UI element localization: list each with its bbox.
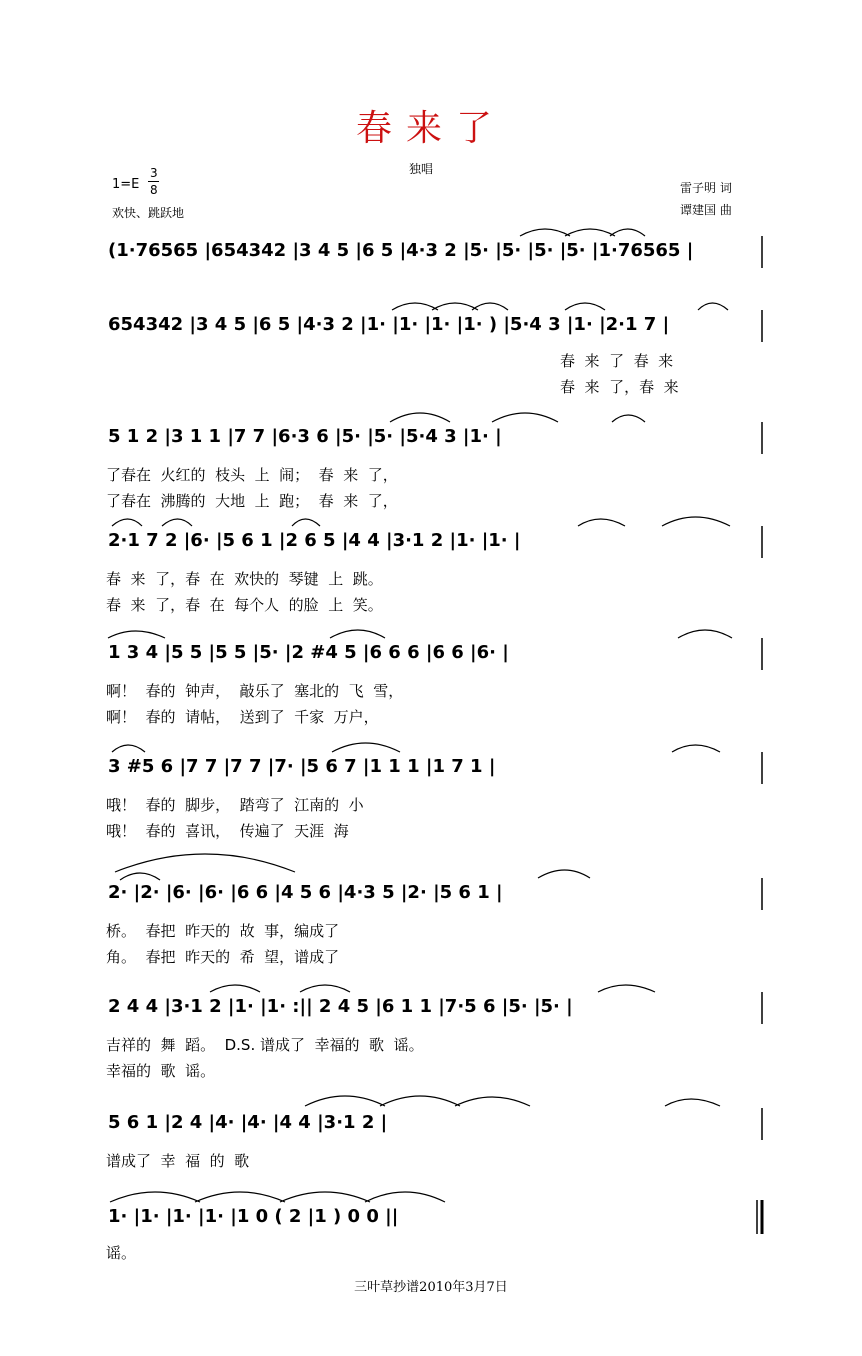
lyric-verse-1: 春 来 了 春 来	[560, 352, 674, 370]
notes: 1 3 4 |5 5 |5 5 |5· |2 #4 5 |6 6 6 |6 6 |6· |	[108, 642, 509, 663]
lyric-verse-2: 啊！ 春的 请帖， 送到了 千家 万户，	[106, 708, 379, 726]
lyric-verse-1: 啊！ 春的 钟声， 敲乐了 塞北的 飞 雪，	[106, 682, 404, 700]
notes: 654342 |3 4 5 |6 5 |4·3 2 |1· |1· |1· |1· ) |5·4 3 |1· |2·1 7 |	[108, 314, 670, 335]
notes: 5 1 2 |3 1 1 |7 7 |6·3 6 |5· |5· |5·4 3 |1· |	[108, 426, 502, 447]
time-signature-numerator: 3	[150, 166, 158, 180]
notes: 2·1 7 2 |6· |5 6 1 |2 6 5 |4 4 |3·1 2 |1· |1· |	[108, 530, 521, 551]
notes: 1· |1· |1· |1· |1 0 ( 2 |1 ) 0 0 ||	[108, 1206, 399, 1227]
composer: 谭建国 曲	[680, 203, 732, 217]
lyric-verse-1: 桥。 春把 昨天的 故 事，编成了	[106, 922, 340, 940]
lyric-verse-2: 哦！ 春的 喜讯， 传遍了 天涯 海	[106, 822, 349, 840]
notes: 3 #5 6 |7 7 |7 7 |7· |5 6 7 |1 1 1 |1 7 1 |	[108, 756, 496, 777]
tempo-marking: 欢快、跳跃地	[112, 206, 185, 220]
notes: 5 6 1 |2 4 |4· |4· |4 4 |3·1 2 |	[108, 1112, 388, 1133]
lyric-verse-2: 春 来 了，春 在 每个人 的脸 上 笑。	[106, 596, 383, 614]
lyric-verse-1: 吉祥的 舞 蹈。 D.S. 谱成了 幸福的 歌 谣。	[106, 1036, 424, 1054]
lyric-verse-1: 谱成了 幸 福 的 歌	[106, 1152, 250, 1170]
footer-credit: 三叶草抄谱2010年3月7日	[354, 1280, 508, 1295]
lyric-verse-2: 幸福的 歌 谣。	[106, 1062, 216, 1080]
key-signature: 1=E	[112, 177, 140, 192]
lyric-verse-1: 谣。	[106, 1244, 137, 1262]
lyric-verse-2: 角。 春把 昨天的 希 望，谱成了	[106, 948, 340, 966]
notes: 2 4 4 |3·1 2 |1· |1· :|| 2 4 5 |6 1 1 |7·5 6 |5· |5· |	[108, 996, 573, 1017]
lyric-verse-1: 哦！ 春的 脚步， 踏弯了 江南的 小	[106, 796, 364, 814]
lyric-verse-1: 了春在 火红的 枝头 上 闹； 春 来 了，	[106, 466, 398, 484]
lyric-verse-2: 春 来 了，春 来	[560, 378, 679, 396]
subtitle: 独唱	[408, 162, 433, 176]
lyricist: 雷子明 词	[680, 181, 732, 195]
notes: 2· |2· |6· |6· |6 6 |4 5 6 |4·3 5 |2· |5 6 1 |	[108, 882, 503, 903]
notes: (1·76565 |654342 |3 4 5 |6 5 |4·3 2 |5· |5· |5· |5· |1·76565 |	[108, 240, 694, 261]
page-title: 春来了	[355, 108, 506, 149]
lyric-verse-2: 了春在 沸腾的 大地 上 跑； 春 来 了，	[106, 492, 398, 510]
time-signature-denominator: 8	[150, 183, 158, 197]
lyric-verse-1: 春 来 了，春 在 欢快的 琴键 上 跳。	[106, 570, 383, 588]
